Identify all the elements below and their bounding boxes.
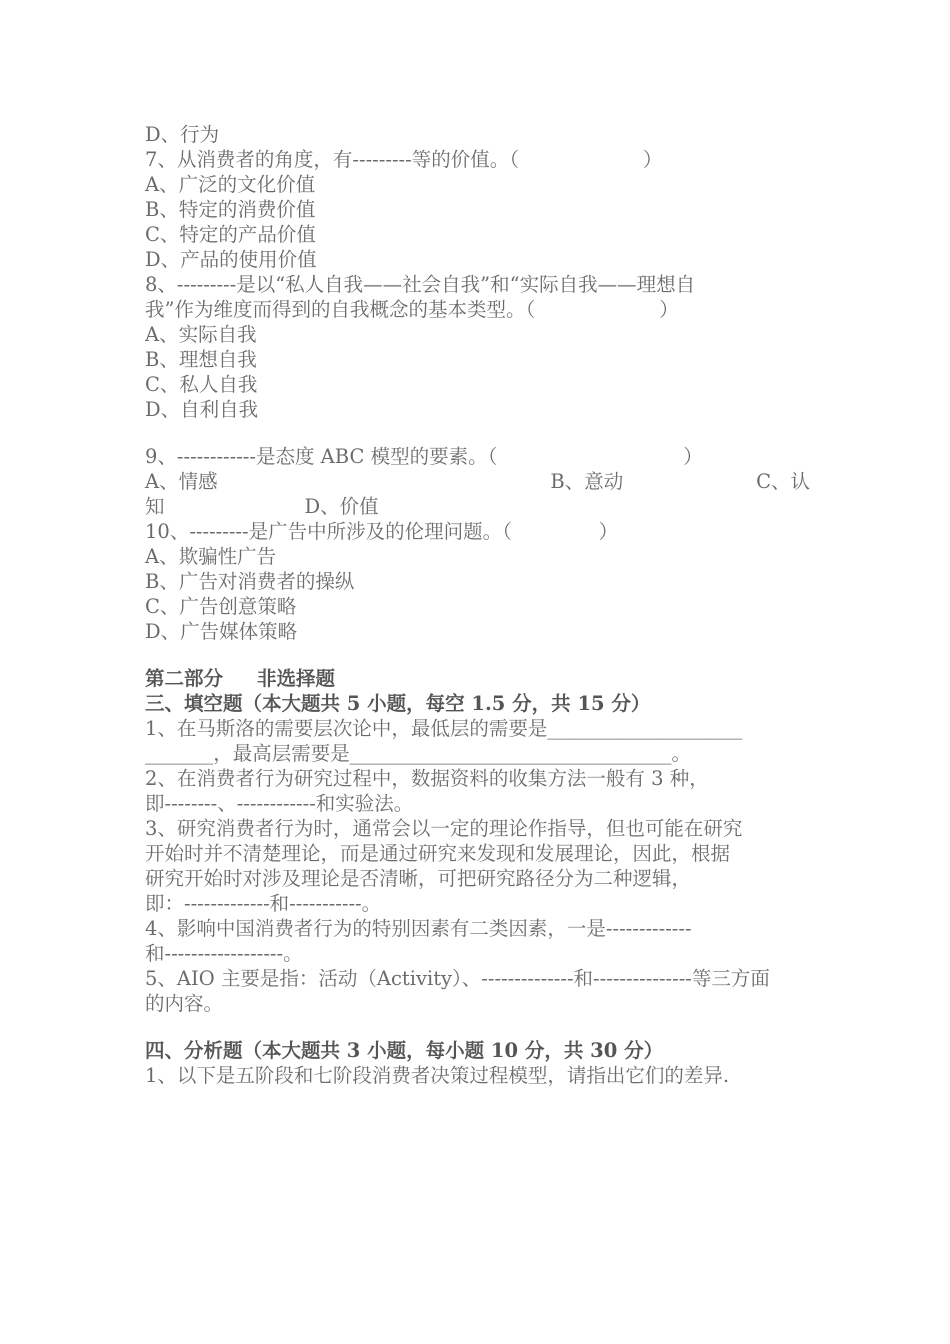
q6-option-d: D、行为 xyxy=(145,123,220,146)
q7-option-d: D、产品的使用价值 xyxy=(145,248,317,271)
q9-stem: 9、------------是态度 ABC 模型的要素。（ ） xyxy=(145,445,703,468)
q8-stem-line1: 8、---------是以“私人自我——社会自我”和“实际自我——理想自 xyxy=(145,273,696,296)
fill-q3-line3: 研究开始时对涉及理论是否清晰，可把研究路径分为二种逻辑， xyxy=(145,867,692,890)
fill-q3-line1: 3、研究消费者行为时，通常会以一定的理论作指导，但也可能在研究 xyxy=(145,817,743,840)
q9-option-b: B、意动 xyxy=(550,470,624,493)
q10-option-a: A、欺骗性广告 xyxy=(145,545,277,568)
fill-q2-line1: 2、在消费者行为研究过程中，数据资料的收集方法一般有 3 种， xyxy=(145,767,709,790)
fill-q4-line1: 4、影响中国消费者行为的特别因素有二类因素，一是------------- xyxy=(145,917,692,940)
document-body xyxy=(145,122,810,1088)
analysis-q1: 1、以下是五阶段和七阶段消费者决策过程模型，请指出它们的差异. xyxy=(145,1064,730,1087)
q7-option-b: B、特定的消费价值 xyxy=(145,198,316,221)
spacer xyxy=(145,644,810,666)
fill-q3-line4: 即：-------------和-----------。 xyxy=(145,892,382,915)
section3-title: 三、填空题（本大题共 5 小题，每空 1.5 分，共 15 分） xyxy=(145,692,651,715)
fill-q5-line2: 的内容。 xyxy=(145,992,224,1015)
fill-q1-line1: 1、在马斯洛的需要层次论中，最低层的需要是____________________ xyxy=(145,717,743,740)
fill-q2-line2: 即--------、------------和实验法。 xyxy=(145,792,414,815)
fill-q5-line1: 5、AIO 主要是指：活动（Activity）、--------------和---------------等三方面 xyxy=(145,967,770,990)
fill-q1-line2: _______，最高层需要是_________________________________。 xyxy=(145,742,692,765)
q10-option-d: D、广告媒体策略 xyxy=(145,620,298,643)
section4-title: 四、分析题（本大题共 3 小题，每小题 10 分，共 30 分） xyxy=(145,1039,664,1062)
q7-stem: 7、从消费者的角度，有---------等的价值。（ ） xyxy=(145,148,663,171)
q8-option-b: B、理想自我 xyxy=(145,348,257,371)
spacer xyxy=(145,422,810,444)
q10-option-b: B、广告对消费者的操纵 xyxy=(145,570,355,593)
q8-option-c: C、私人自我 xyxy=(145,373,258,396)
q9-option-c: C、认 xyxy=(756,470,810,493)
q8-option-d: D、自利自我 xyxy=(145,398,259,421)
q9-option-a: A、情感 xyxy=(145,470,218,493)
q7-option-c: C、特定的产品价值 xyxy=(145,223,316,246)
q10-option-c: C、广告创意策略 xyxy=(145,595,297,618)
q8-option-a: A、实际自我 xyxy=(145,323,257,346)
part2-title: 第二部分 非选择题 xyxy=(145,667,335,690)
q9-option-d: D、价值 xyxy=(304,495,379,518)
q8-stem-line2: 我”作为维度而得到的自我概念的基本类型。（ ） xyxy=(145,298,679,321)
spacer xyxy=(145,1016,810,1038)
q10-stem: 10、---------是广告中所涉及的伦理问题。（ ） xyxy=(145,520,619,543)
q9-options-row2 xyxy=(145,494,810,519)
q9-option-c-cont: 知 xyxy=(145,495,165,518)
fill-q4-line2: 和------------------。 xyxy=(145,942,303,965)
q9-options-row xyxy=(145,469,810,494)
q7-option-a: A、广泛的文化价值 xyxy=(145,173,316,196)
fill-q3-line2: 开始时并不清楚理论，而是通过研究来发现和发展理论，因此，根据 xyxy=(145,842,731,865)
